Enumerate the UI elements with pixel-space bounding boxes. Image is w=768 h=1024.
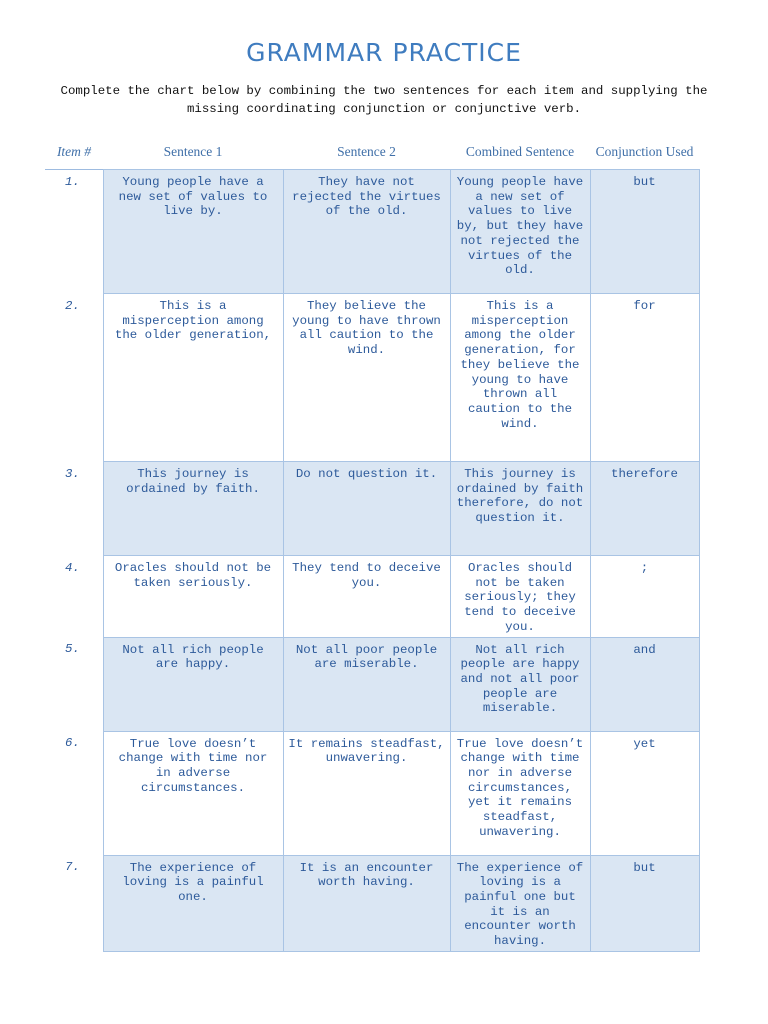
- page-title: GRAMMAR PRACTICE: [246, 38, 522, 67]
- item-number: 1.: [65, 175, 80, 189]
- table-row: [45, 556, 699, 638]
- table-row: [45, 462, 699, 556]
- sentence-2-cell: Not all poor people are miserable.: [283, 637, 450, 731]
- table-header-row: [45, 133, 699, 170]
- item-number: 7.: [65, 860, 80, 875]
- header-sentence-1: Sentence 1: [163, 143, 223, 159]
- header-item-number: Item #: [56, 143, 92, 159]
- table-row: [45, 294, 699, 462]
- sentence-2-cell: They tend to deceive you.: [283, 556, 450, 638]
- table-row: [45, 731, 699, 855]
- item-number: 3.: [65, 466, 80, 481]
- sentence-1-cell: Not all rich people are happy.: [103, 637, 283, 731]
- sentence-2-cell: Do not question it.: [283, 462, 450, 556]
- combined-sentence-cell: Oracles should not be taken seriously; they tend to deceive you.: [450, 556, 590, 638]
- item-number: 5.: [65, 642, 80, 657]
- conjunction-cell: ;: [590, 556, 699, 638]
- header-conjunction-used: Conjunction Used: [595, 143, 694, 159]
- sentence-2-cell: They believe the young to have thrown all caution to the wind.: [283, 294, 450, 462]
- sentence-2-cell: It remains steadfast, unwavering.: [283, 731, 450, 855]
- table-row: [45, 855, 699, 951]
- grammar-table: [45, 133, 700, 952]
- sentence-1-cell: Young people have a new set of values to live by.: [103, 170, 283, 294]
- header-combined-sentence: Combined Sentence: [465, 143, 575, 159]
- sentence-1-cell: This journey is ordained by faith.: [103, 462, 283, 556]
- header-sentence-2: Sentence 2: [337, 143, 396, 159]
- combined-sentence-cell: Young people have a new set of values to live by, but they have not rejected the virtues of the old.: [450, 170, 590, 294]
- sentence-2-cell: They have not rejected the virtues of the old.: [283, 170, 450, 294]
- item-number: 6.: [65, 736, 80, 751]
- sentence-2-cell: It is an encounter worth having.: [283, 855, 450, 951]
- sentence-1-cell: The experience of loving is a painful one.: [103, 855, 283, 951]
- conjunction-cell: but: [590, 855, 699, 951]
- conjunction-cell: and: [590, 637, 699, 731]
- item-number: 4.: [65, 560, 80, 575]
- sentence-1-cell: Oracles should not be taken seriously.: [103, 556, 283, 638]
- conjunction-cell: for: [590, 294, 699, 462]
- conjunction-cell: therefore: [590, 462, 699, 556]
- sentence-1-cell: This is a misperception among the older generation,: [103, 294, 283, 462]
- item-number: 2.: [65, 298, 80, 313]
- combined-sentence-cell: This journey is ordained by faith therefore, do not question it.: [450, 462, 590, 556]
- combined-sentence-cell: The experience of loving is a painful one but it is an encounter worth having.: [450, 855, 590, 951]
- conjunction-cell: but: [590, 170, 699, 294]
- combined-sentence-cell: Not all rich people are happy and not all poor people are miserable.: [450, 637, 590, 731]
- sentence-1-cell: True love doesn’t change with time nor in adverse circumstances.: [103, 731, 283, 855]
- combined-sentence-cell: This is a misperception among the older generation, for they believe the young to have thrown all caution to the wind.: [450, 294, 590, 462]
- conjunction-cell: yet: [590, 731, 699, 855]
- combined-sentence-cell: True love doesn’t change with time nor in adverse circumstances, yet it remains steadfast, unwavering.: [450, 731, 590, 855]
- instructions-text: Complete the chart below by combining the two sentences for each item and supplying the missing coordinating conjunction or conjunctive verb.: [60, 84, 708, 116]
- table-row: [45, 170, 699, 294]
- table-row: [45, 637, 699, 731]
